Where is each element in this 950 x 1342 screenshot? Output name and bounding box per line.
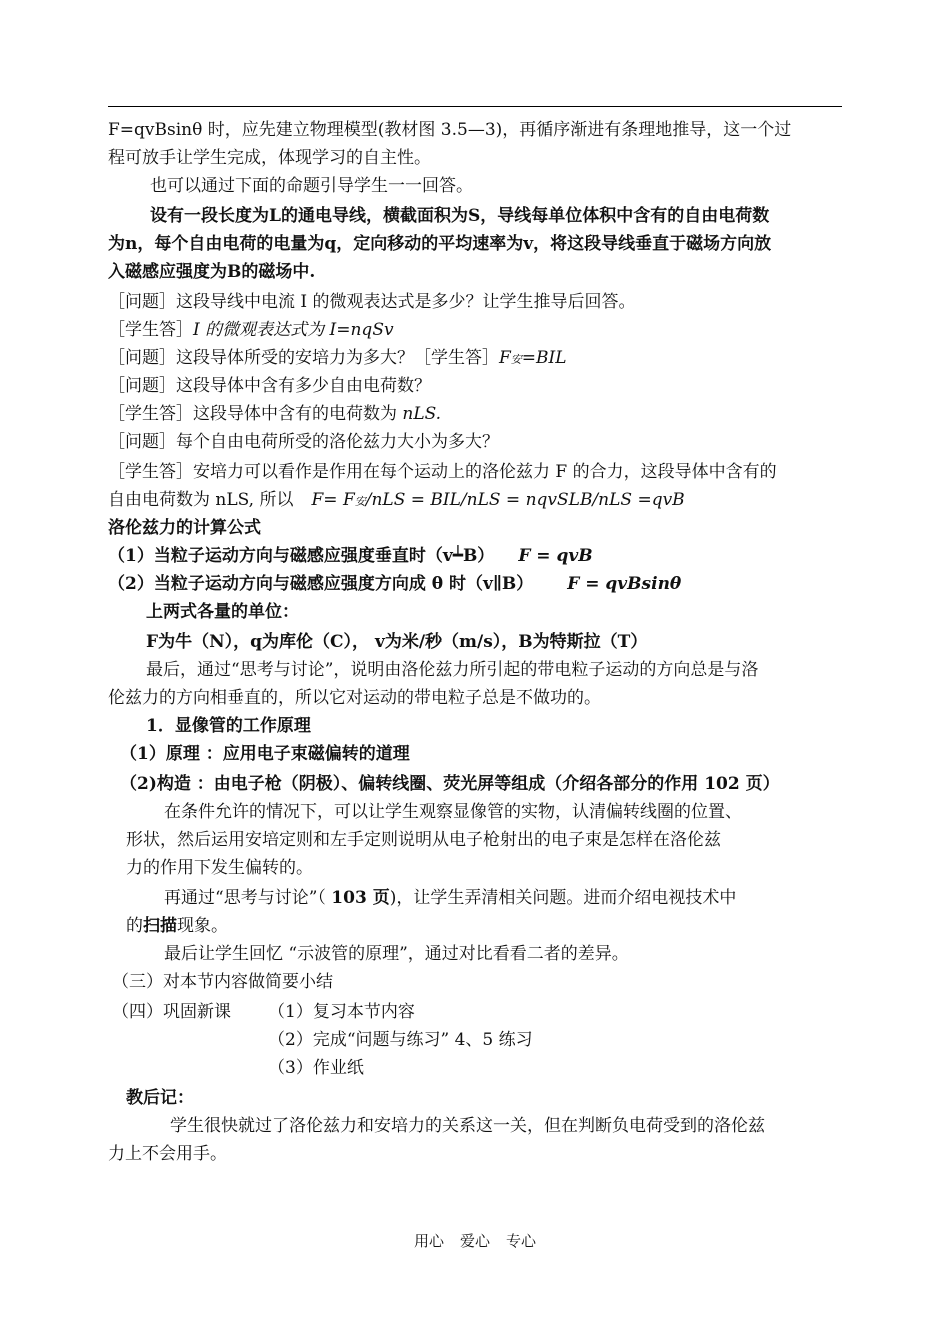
text-line [126, 916, 228, 936]
footer-word: 专心 [506, 1232, 537, 1250]
question-line: ［问题］每个自由电荷所受的洛伦兹力大小为多大？ [108, 432, 499, 452]
answer-text: ［学生答］这段导体中含有的电荷数为 [108, 404, 403, 424]
section-heading: 洛伦兹力的计算公式 [108, 518, 261, 538]
text-segment: )，让学生弄清相关问题。进而介绍电视技术中 [389, 888, 737, 908]
list-item: （1）复习本节内容 [268, 1002, 415, 1022]
formula-rest: /nLS = BIL/nLS = nqvSLB/nLS =qvB [365, 490, 685, 510]
page-footer [0, 1230, 950, 1251]
formula-subscript: 安 [510, 353, 522, 366]
header-rule [108, 106, 842, 107]
formula-f: F [499, 348, 511, 368]
text-line: 最后，通过“思考与讨论”，说明由洛伦兹力所引起的带电粒子运动的方向总是与洛 [146, 660, 759, 680]
answer-text: I 的微观表达式为 I=nqSv [193, 320, 394, 340]
text-line: 伦兹力的方向相垂直的，所以它对运动的带电粒子总是不做功的。 [108, 688, 601, 708]
subsection-heading: （1）原理 ：应用电子束磁偏转的道理 [120, 744, 410, 764]
formula-rest: =BIL [521, 348, 567, 368]
list-item: （3）作业纸 [268, 1058, 364, 1078]
text-line: 在条件允许的情况下，可以让学生观察显像管的实物，认清偏转线圈的位置、 [164, 802, 742, 822]
answer-label: ［学生答］ [108, 320, 193, 340]
section-heading: （四）巩固新课 [112, 1002, 231, 1022]
section-heading: （三）对本节内容做简要小结 [112, 972, 333, 992]
text-line: 力的作用下发生偏转的。 [126, 858, 313, 878]
answer-line: ［学生答］安培力可以看作是作用在每个运动上的洛伦兹力 F 的合力，这段导体中含有的 [108, 462, 777, 482]
text-line: 最后让学生回忆 “示波管的原理”，通过对比看看二者的差异。 [164, 944, 629, 964]
formula-expression: F = qvB [518, 546, 593, 566]
text-line: 也可以通过下面的命题引导学生一一回答。 [150, 176, 473, 196]
text-segment: 的 [126, 916, 143, 936]
formula-subscript: 安 [354, 495, 366, 508]
footer-word: 爱心 [459, 1232, 490, 1250]
units-line: F为牛（N），q为库伦（C）， v为米/秒（m/s），B为特斯拉（T） [146, 632, 648, 652]
premise-line: 为n，每个自由电荷的电量为q，定向移动的平均速率为v，将这段导线垂直于磁场方向放 [108, 234, 772, 254]
formula-expression: F = qvBsinθ [567, 574, 682, 594]
formula-condition: （1）当粒子运动方向与磁感应强度垂直时（v┷B） [108, 546, 495, 566]
question-text: ［问题］这段导体所受的安培力为多大？［学生答］ [108, 348, 499, 368]
list-item: （2）完成“问题与练习” 4、5 练习 [268, 1030, 533, 1050]
units-heading: 上两式各量的单位： [146, 602, 299, 622]
answer-line [108, 490, 685, 512]
answer-line [108, 320, 394, 340]
section-heading: 1．显像管的工作原理 [146, 716, 311, 736]
formula-line [108, 574, 681, 594]
text-line: 程可放手让学生完成，体现学习的自主性。 [108, 148, 431, 168]
answer-text: 自由电荷数为 nLS, 所以 [108, 490, 294, 510]
text-line: 力上不会用手。 [108, 1144, 227, 1164]
premise-line: 设有一段长度为L的通电导线，横截面积为S，导线每单位体积中含有的自由电荷数 [150, 206, 770, 226]
premise-line: 入磁感应强度为B的磁场中. [108, 262, 316, 282]
formula-f: F= F [311, 490, 355, 510]
text-emphasis: 扫描 [143, 916, 177, 936]
text-emphasis: 103 页 [331, 888, 390, 908]
text-line [164, 888, 736, 908]
subsection-heading: （2)构造 ：由电子枪（阴极）、偏转线圈、荧光屏等组成（介绍各部分的作用 102 页） [120, 774, 780, 794]
formula-line [108, 546, 593, 566]
formula-condition: （2）当粒子运动方向与磁感应强度方向成 θ 时（v∥B） [108, 574, 534, 594]
footer-word: 用心 [413, 1232, 444, 1250]
question-line: ［问题］这段导线中电流 I 的微观表达式是多少？让学生推导后回答。 [108, 292, 636, 312]
text-line: 形状，然后运用安培定则和左手定则说明从电子枪射出的电子束是怎样在洛伦兹 [126, 830, 721, 850]
answer-formula: nLS. [402, 404, 442, 424]
text-line: F=qvBsinθ 时，应先建立物理模型(教材图 3.5—3)，再循序渐进有条理地推导，这一个过 [108, 120, 792, 140]
text-line: 学生很快就过了洛伦兹力和安培力的关系这一关，但在判断负电荷受到的洛伦兹 [170, 1116, 765, 1136]
text-segment: 现象。 [177, 916, 228, 936]
question-line [108, 348, 567, 370]
text-segment: 再通过“思考与讨论”（ [164, 888, 332, 908]
reflection-heading: 教后记： [126, 1088, 194, 1108]
question-line: ［问题］这段导体中含有多少自由电荷数？ [108, 376, 431, 396]
answer-line [108, 404, 441, 424]
